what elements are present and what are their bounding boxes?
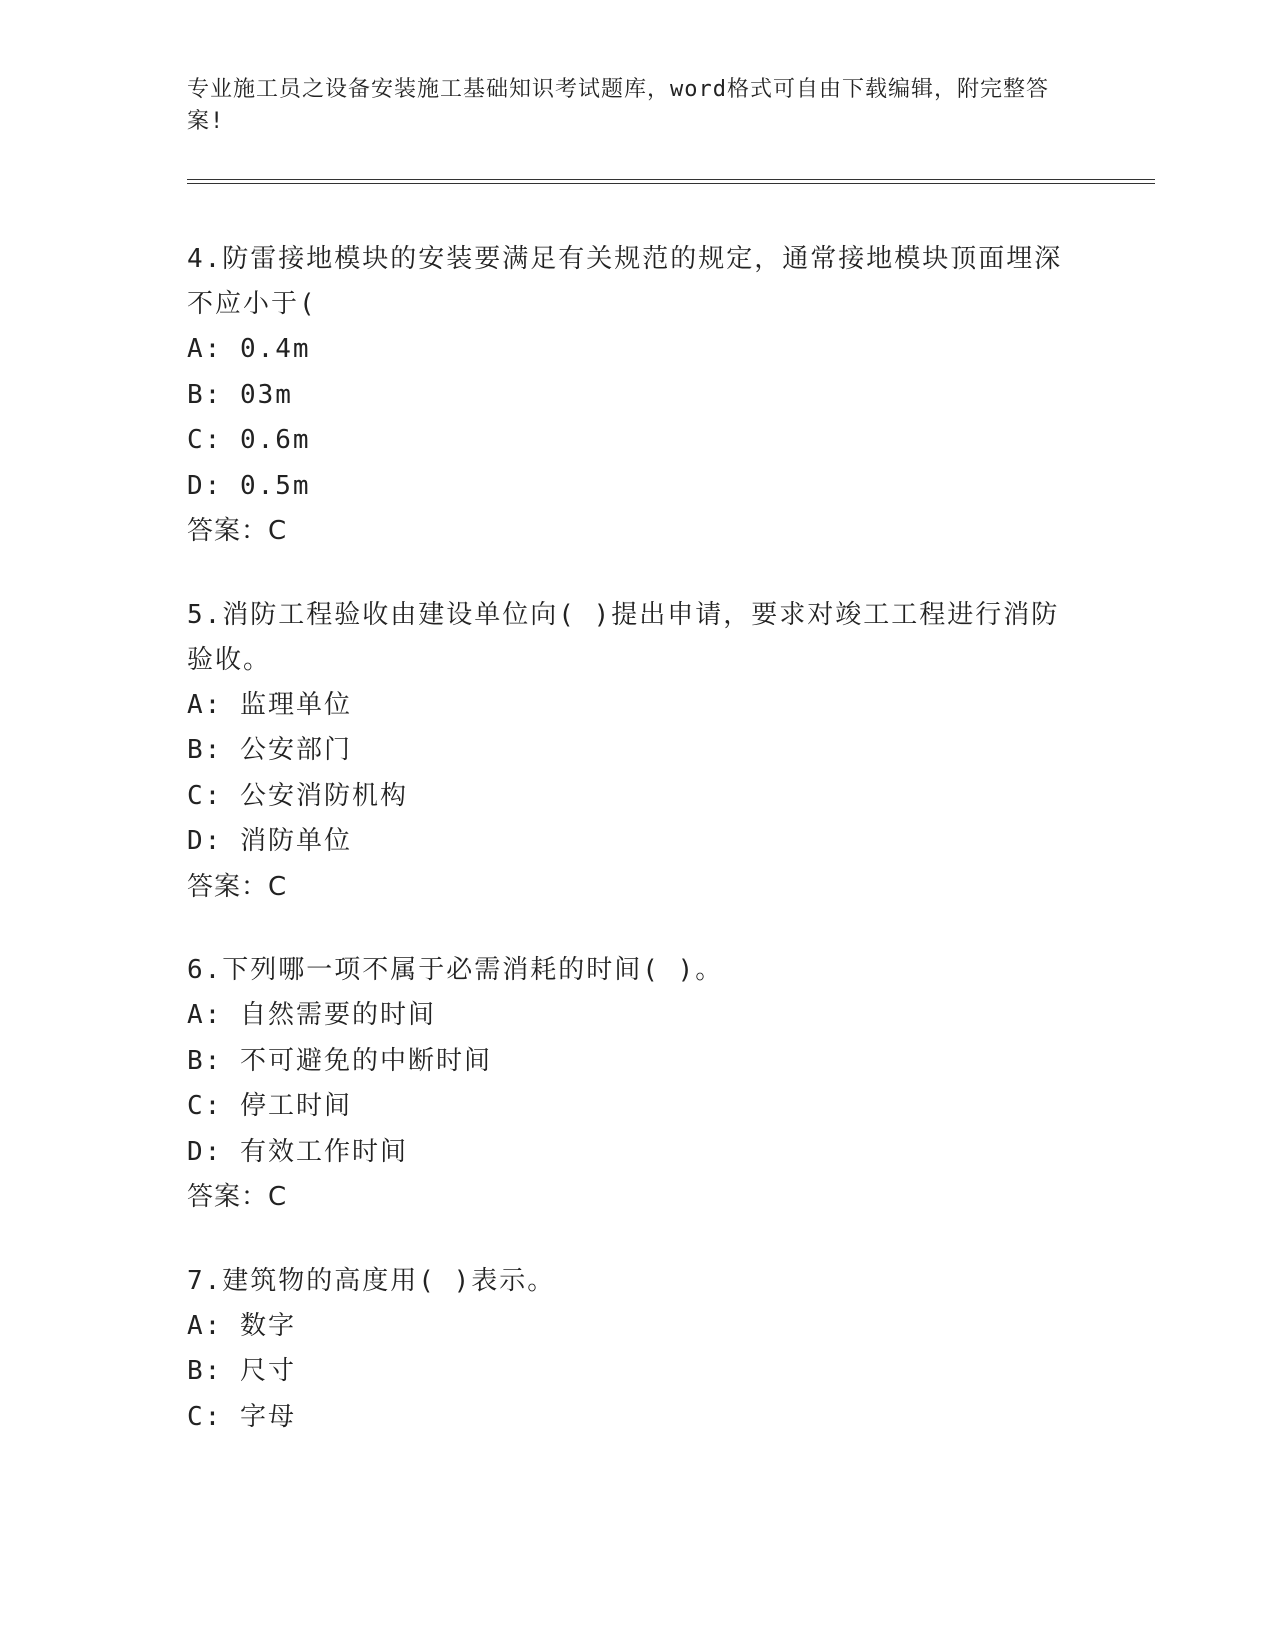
document-header: 专业施工员之设备安装施工基础知识考试题库，word格式可自由下载编辑，附完整答案!	[187, 77, 1049, 134]
option-list	[187, 327, 1087, 509]
option-a: A: 数字	[187, 1310, 296, 1341]
option-list	[187, 1304, 1087, 1441]
option-list	[187, 993, 1087, 1175]
option-c: C: 停工时间	[187, 1091, 352, 1121]
option-c: C: 公安消防机构	[187, 780, 408, 811]
option-b: B: 尺寸	[187, 1356, 296, 1386]
option-a: A: 0.4m	[187, 334, 311, 364]
question-text: 6.下列哪一项不属于必需消耗的时间( )。	[187, 955, 724, 985]
option-b: B: 不可避免的中断时间	[187, 1045, 492, 1076]
question-5	[187, 593, 1087, 911]
option-b: B: 公安部门	[187, 735, 352, 765]
option-list	[187, 683, 1087, 865]
question-text: 7.建筑物的高度用( )表示。	[187, 1265, 556, 1296]
answer: 答案：C	[187, 516, 288, 546]
option-b: B: 03m	[187, 379, 293, 410]
answer: 答案：C	[187, 871, 288, 902]
option-c: C: 0.6m	[187, 425, 311, 455]
question-list	[187, 237, 1087, 1478]
option-d: D: 有效工作时间	[187, 1136, 408, 1167]
question-6	[187, 948, 1087, 1221]
question-text: 4.防雷接地模块的安装要满足有关规范的规定，通常接地模块顶面埋深不应小于(	[187, 244, 1063, 319]
question-4	[187, 237, 1087, 555]
header-divider	[187, 179, 1155, 184]
option-c: C: 字母	[187, 1401, 296, 1432]
option-d: D: 消防单位	[187, 826, 352, 856]
option-d: D: 0.5m	[187, 470, 311, 501]
answer: 答案：C	[187, 1182, 288, 1212]
question-text: 5.消防工程验收由建设单位向( )提出申请，要求对竣工工程进行消防验收。	[187, 599, 1060, 675]
question-7	[187, 1259, 1087, 1441]
option-a: A: 自然需要的时间	[187, 1000, 436, 1030]
option-a: A: 监理单位	[187, 689, 352, 720]
